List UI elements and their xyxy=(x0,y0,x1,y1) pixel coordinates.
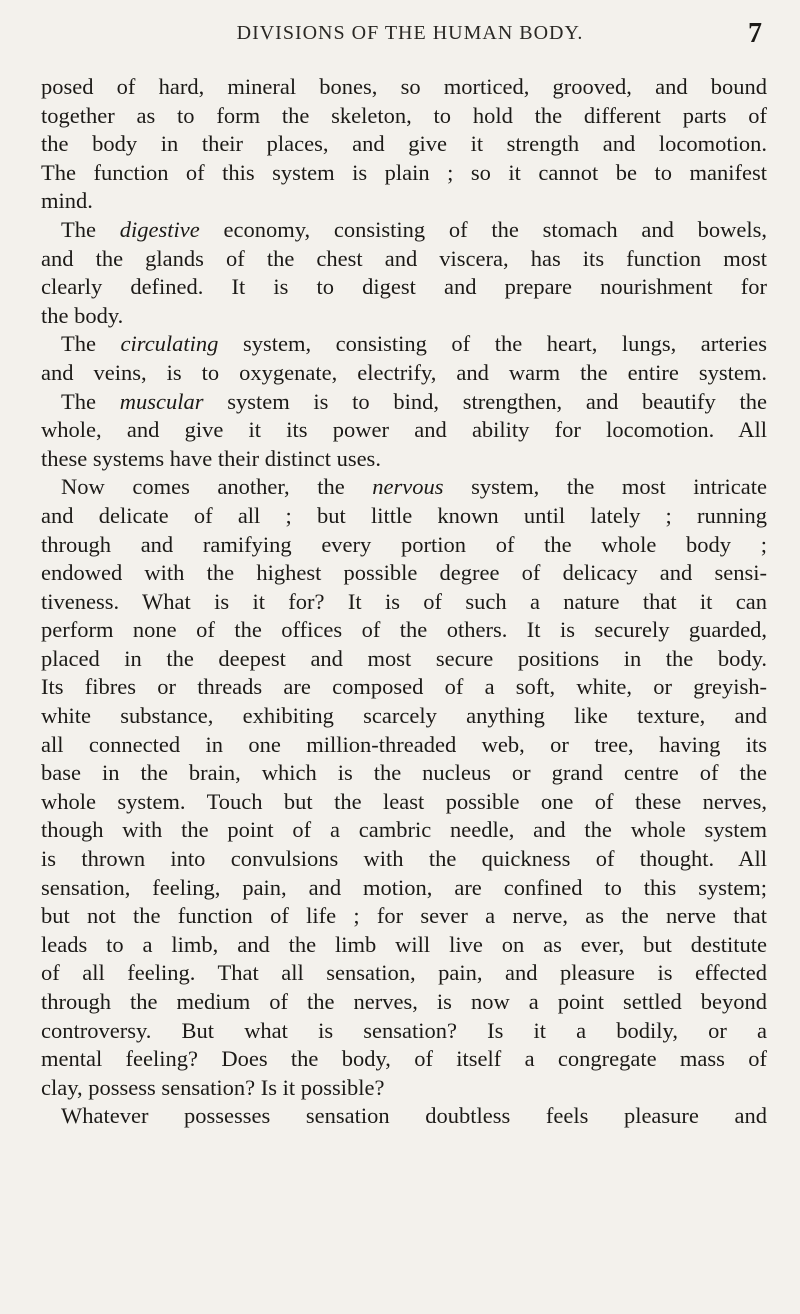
text-line: The circulating system, consisting of the heart, lungs, arteries xyxy=(61,331,767,357)
text-line: the body in their places, and give it strength and locomotion. xyxy=(41,131,767,157)
text-line: white substance, exhibiting scarcely anything like texture, and xyxy=(41,703,767,729)
text-line: sensation, feeling, pain, and motion, are confined to this system; xyxy=(41,874,767,900)
text-line: and delicate of all ; but little known until lately ; running xyxy=(41,502,767,528)
text-line: mind. xyxy=(41,188,93,214)
text-line: the body. xyxy=(41,302,124,328)
text-line: The digestive economy, consisting of the stomach and bowels, xyxy=(61,216,767,242)
running-head: DIVISIONS OF THE HUMAN BODY. xyxy=(236,22,584,44)
text-line: Its fibres or threads are composed of a soft, white, or greyish- xyxy=(41,674,767,700)
text-line: but not the function of life ; for sever a nerve, as the nerve that xyxy=(41,903,767,929)
text-line: whole, and give it its power and ability for locomotion. All xyxy=(41,417,767,443)
text-line: The muscular system is to bind, strengthen, and beautify the xyxy=(61,388,767,414)
text-line: Now comes another, the nervous system, the most intricate xyxy=(61,474,767,500)
text-line: The function of this system is plain ; so it cannot be to manifest xyxy=(41,159,767,185)
page-number: 7 xyxy=(748,18,762,49)
text-line: through the medium of the nerves, is now a point settled beyond xyxy=(41,989,767,1014)
text-line: together as to form the skeleton, to hold the different parts of xyxy=(41,102,767,128)
text-line: Whatever possesses sensation doubtless feels pleasure and xyxy=(61,1103,767,1129)
text-line: leads to a limb, and the limb will live on as ever, but destitute xyxy=(41,931,767,957)
text-line: through and ramifying every portion of the whole body ; xyxy=(41,531,767,557)
text-line: and the glands of the chest and viscera, has its function most xyxy=(41,245,767,271)
emphasis: nervous xyxy=(372,474,444,500)
text-line: perform none of the offices of the others. It is securely guarded, xyxy=(41,617,767,643)
emphasis: circulating xyxy=(120,331,219,357)
text-line: clearly defined. It is to digest and prepare nourishment for xyxy=(41,274,767,300)
text-line: whole system. Touch but the least possible one of these nerves, xyxy=(41,788,767,814)
emphasis: digestive xyxy=(119,216,200,242)
text-line: is thrown into convulsions with the quickness of thought. All xyxy=(41,846,767,872)
body-text xyxy=(41,73,767,1131)
text-line: controversy. But what is sensation? Is it a bodily, or a xyxy=(41,1017,767,1043)
text-line: tiveness. What is it for? It is of such a nature that it can xyxy=(41,588,767,614)
text-line: mental feeling? Does the body, of itself a congregate mass of xyxy=(41,1046,767,1072)
text-line: clay, possess sensation? Is it possible? xyxy=(41,1074,385,1100)
text-line: base in the brain, which is the nucleus or grand centre of the xyxy=(41,760,767,786)
text-line: and veins, is to oxygenate, electrify, and warm the entire system. xyxy=(41,359,767,385)
text-line: placed in the deepest and most secure positions in the body. xyxy=(41,645,767,671)
text-line: all connected in one million-threaded web, or tree, having its xyxy=(41,731,767,757)
text-line: endowed with the highest possible degree of delicacy and sensi- xyxy=(41,560,767,586)
text-line: these systems have their distinct uses. xyxy=(41,445,381,471)
emphasis: muscular xyxy=(119,388,204,414)
text-line: of all feeling. That all sensation, pain, and pleasure is effected xyxy=(41,960,767,986)
text-line: though with the point of a cambric needle, and the whole system xyxy=(41,817,767,843)
text-line: posed of hard, mineral bones, so morticed, grooved, and bound xyxy=(41,74,767,99)
